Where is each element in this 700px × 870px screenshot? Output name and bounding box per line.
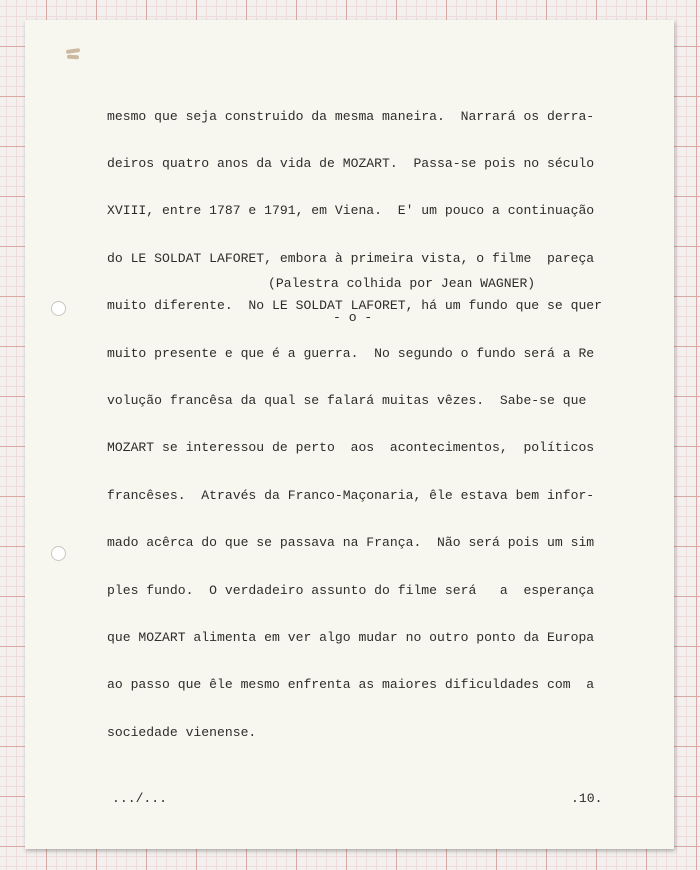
- text-line: ples fundo. O verdadeiro assunto do filme será a esperança: [107, 582, 595, 598]
- text-line: muito presente e que é a guerra. No segundo o fundo será a Re: [107, 345, 595, 361]
- text-line: francêses. Através da Franco-Maçonaria, êle estava bem infor-: [107, 487, 595, 503]
- punch-hole-upper: [51, 301, 66, 316]
- text-line: muito diferente. No LE SOLDAT LAFORET, há um fundo que se quer: [107, 298, 603, 314]
- page-number: .10.: [571, 791, 603, 806]
- text-line: ao passo que êle mesmo enfrenta as maiores dificuldades com a: [107, 677, 595, 693]
- text-line: volução francêsa da qual se falará muitas vêzes. Sabe-se que: [107, 392, 587, 408]
- typed-page: [25, 20, 674, 849]
- text-line: mesmo que seja construido da mesma maneira. Narrará os derra-: [107, 108, 595, 124]
- section-separator: - o -: [333, 310, 373, 325]
- text-line: XVIII, entre 1787 e 1791, em Viena. E' um pouco a continuação: [107, 203, 595, 219]
- punch-hole-lower: [51, 546, 66, 561]
- text-line: MOZART se interessou de perto aos acontecimentos, políticos: [107, 440, 595, 456]
- body-text: [107, 77, 627, 772]
- text-line: sociedade vienense.: [107, 724, 257, 740]
- text-line: deiros quatro anos da vida de MOZART. Passa-se pois no século: [107, 155, 595, 171]
- continued-marker: .../...: [112, 791, 168, 806]
- staple-mark: [67, 55, 79, 60]
- staple-mark: [66, 48, 80, 54]
- text-line: mado acêrca do que se passava na França. Não será pois um sim: [107, 535, 595, 551]
- attribution-line: (Palestra colhida por Jean WAGNER): [268, 276, 536, 291]
- text-line: que MOZART alimenta em ver algo mudar no outro ponto da Europa: [107, 629, 595, 645]
- text-line: do LE SOLDAT LAFORET, embora à primeira vista, o filme pareça: [107, 250, 595, 266]
